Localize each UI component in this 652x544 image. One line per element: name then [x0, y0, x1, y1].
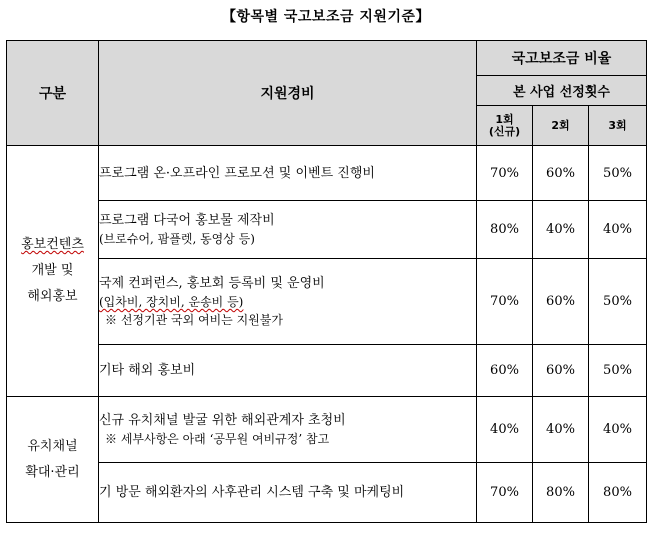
ratio-cell: 40%: [589, 201, 647, 259]
expense-cell: [99, 397, 477, 463]
expense-label: 프로그램 다국어 홍보물 제작비: [99, 213, 275, 228]
expense-cell: [99, 146, 477, 201]
support-criteria-table: [6, 40, 647, 523]
ratio-cell: 80%: [533, 463, 589, 523]
expense-label: 신규 유치채널 발굴 위한 해외관계자 초청비: [99, 413, 346, 428]
table-row: [7, 345, 647, 397]
ratio-cell: 50%: [589, 146, 647, 201]
round-3-header: 3회: [589, 106, 647, 146]
ratio-cell: 40%: [589, 397, 647, 463]
ratio-cell: 80%: [589, 463, 647, 523]
expense-label: 기 방문 해외환자의 사후관리 시스템 구축 및 마케팅비: [99, 485, 405, 500]
ratio-cell: 70%: [477, 463, 533, 523]
round-1-label: 1회: [495, 112, 514, 126]
selection-count-header: 본 사업 선정횟수: [477, 76, 647, 106]
ratio-cell: 60%: [477, 345, 533, 397]
expense-note: ※ 세부사항은 아래 ‘공무원 여비규정’ 참고: [105, 432, 330, 446]
expense-label: 프로그램 온·오프라인 프로모션 및 이벤트 진행비: [99, 165, 375, 181]
ratio-cell: 60%: [533, 146, 589, 201]
ratio-cell: 60%: [533, 345, 589, 397]
ratio-cell: 70%: [477, 146, 533, 201]
round-1-header: [477, 106, 533, 146]
ratio-cell: 80%: [477, 201, 533, 259]
expense-cell: [99, 463, 477, 523]
expense-label: 국제 컨퍼런스, 홍보회 등록비 및 운영비: [99, 276, 325, 291]
expense-note: ※ 선정기관 국외 여비는 지원불가: [105, 313, 283, 327]
ratio-cell: 70%: [477, 259, 533, 345]
category-cell: [7, 397, 99, 523]
expense-cell: [99, 201, 477, 259]
category-line: 해외홍보: [27, 289, 78, 304]
round-2-header: 2회: [533, 106, 589, 146]
page-title: 【항목별 국고보조금 지원기준】: [221, 9, 431, 25]
expense-cell: [99, 345, 477, 397]
expense-detail: (입차비, 장치비, 운송비 등): [99, 295, 244, 309]
category-line: 유치채널: [27, 438, 78, 454]
table-row: [7, 463, 647, 523]
expense-detail: (브로슈어, 팜플렛, 동영상 등): [99, 232, 255, 246]
round-1-sub-label: (신규): [488, 124, 521, 138]
ratio-cell: 40%: [533, 397, 589, 463]
ratio-cell: 50%: [589, 259, 647, 345]
expense-label: 기타 해외 홍보비: [99, 363, 196, 378]
category-header: 구분: [7, 41, 99, 146]
ratio-cell: 60%: [533, 259, 589, 345]
table-row: [7, 397, 647, 463]
table-row: [7, 146, 647, 201]
table-row: [7, 259, 647, 345]
category-line: 개발 및: [31, 263, 74, 278]
ratio-header: 국고보조금 비율: [477, 41, 647, 76]
category-line: 확대·관리: [25, 464, 80, 480]
table-row: [7, 201, 647, 259]
category-cell: [7, 146, 99, 397]
expense-cell: [99, 259, 477, 345]
expense-header: 지원경비: [99, 41, 477, 146]
ratio-cell: 40%: [477, 397, 533, 463]
category-line: 홍보컨텐츠: [21, 237, 84, 252]
ratio-cell: 40%: [533, 201, 589, 259]
ratio-cell: 50%: [589, 345, 647, 397]
